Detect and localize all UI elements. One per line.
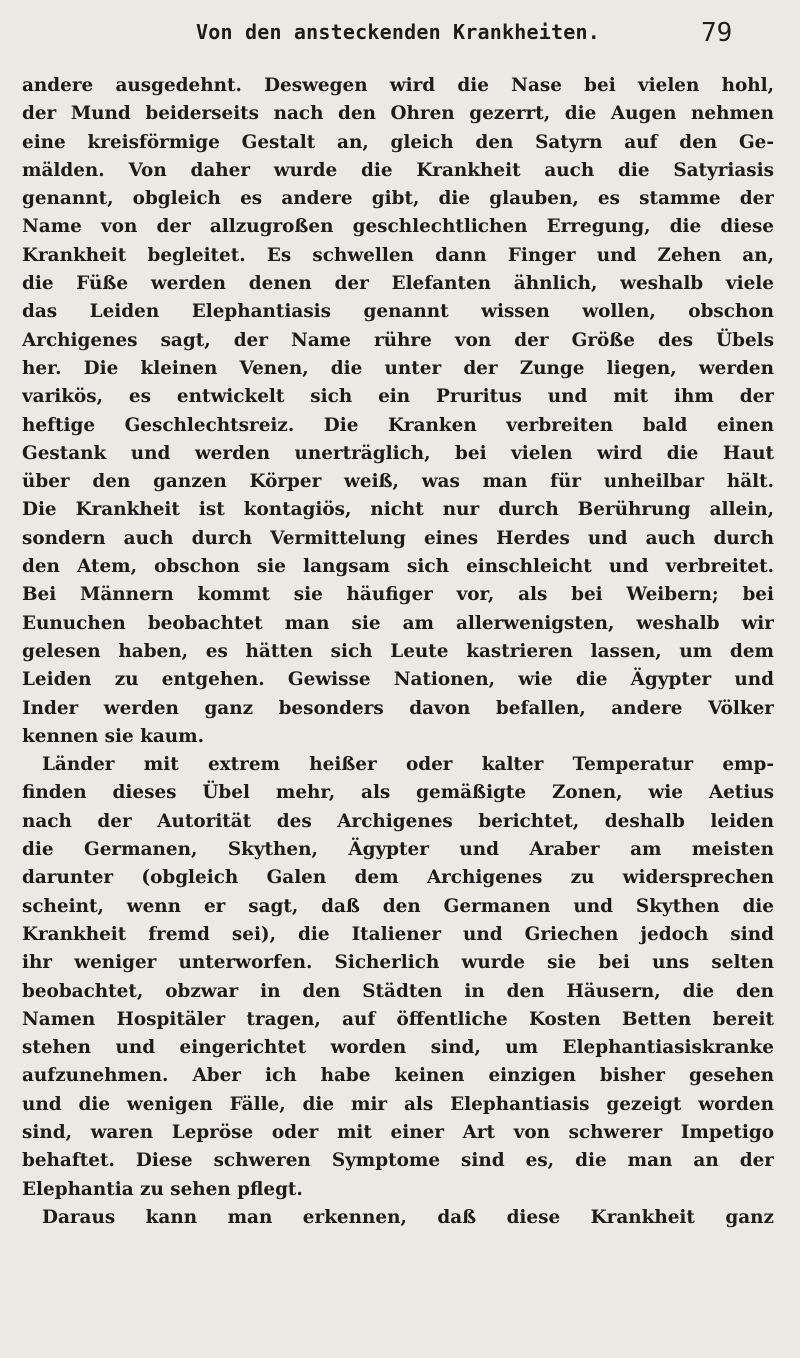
text-line: sondern auch durch Vermittelung eines Herdes und auch durch [22,527,774,549]
text-line: darunter (obgleich Galen dem Archigenes zu widersprechen [22,867,774,889]
text-line: und die wenigen Fälle, die mir als Elephantiasis gezeigt worden [22,1093,774,1115]
text-line: Bei Männern kommt sie häufiger vor, als bei Weibern; bei [22,584,774,606]
text-line: Eunuchen beobachtet man sie am allerwenigsten, weshalb wir [22,612,774,634]
text-line: das Leiden Elephantiasis genannt wissen wollen, obschon [22,301,774,323]
text-line: andere ausgedehnt. Deswegen wird die Nase bei vielen hohl, [22,75,774,96]
text-line: über den ganzen Körper weiß, was man für unheilbar hält. [22,471,774,493]
text-line: ihr weniger unterworfen. Sicherlich wurde sie bei uns selten [22,952,774,974]
text-line: her. Die kleinen Venen, die unter der Zunge liegen, werden [22,357,774,379]
text-line: sind, waren Lepröse oder mit einer Art von schwerer Impetigo [22,1121,774,1143]
text-line: varikös, es entwickelt sich ein Pruritus und mit ihm der [22,386,774,408]
text-line: aufzunehmen. Aber ich habe keinen einzigen bisher gesehen [22,1065,774,1087]
text-line: beobachtet, obzwar in den Städten in den Häusern, die den [22,980,774,1002]
text-line: Inder werden ganz besonders davon befallen, andere Völker [22,697,774,719]
text-line: Daraus kann man erkennen, daß diese Krankheit ganz [42,1206,774,1228]
text-line: nach der Autorität des Archigenes berichtet, deshalb leiden [22,810,774,832]
text-line: Elephantia zu sehen pflegt. [22,1178,303,1200]
text-line: die Germanen, Skythen, Ägypter und Araber am meisten [22,839,774,861]
text-line: den Atem, obschon sie langsam sich einschleicht und verbreitet. [22,556,774,578]
text-line: heftige Geschlechtsreiz. Die Kranken verbreiten bald einen [22,414,774,436]
body-text [22,72,774,1232]
running-head [196,12,736,52]
text-line: Leiden zu entgehen. Gewisse Nationen, wie die Ägypter und [22,669,774,691]
page-number: 79 [701,18,733,48]
text-line: behaftet. Diese schweren Symptome sind es, die man an der [22,1150,774,1172]
text-line: genannt, obgleich es andere gibt, die glauben, es stamme der [22,188,774,210]
text-line: Krankheit begleitet. Es schwellen dann Finger und Zehen an, [22,244,774,266]
text-line: stehen und eingerichtet worden sind, um Elephantiasiskranke [22,1037,774,1059]
text-line: eine kreisförmige Gestalt an, gleich den Satyrn auf den Ge- [22,131,774,153]
text-line: Länder mit extrem heißer oder kalter Temperatur emp- [42,754,774,776]
text-line: der Mund beiderseits nach den Ohren gezerrt, die Augen nehmen [22,103,774,125]
text-line: Die Krankheit ist kontagiös, nicht nur durch Berührung allein, [22,499,774,521]
text-line: Gestank und werden unerträglich, bei vielen wird die Haut [22,442,774,464]
text-line: scheint, wenn er sagt, daß den Germanen und Skythen die [22,895,774,917]
text-line: finden dieses Übel mehr, als gemäßigte Zonen, wie Aetius [22,782,774,804]
text-line: Archigenes sagt, der Name rühre von der Größe des Übels [22,329,774,351]
text-line: die Füße werden denen der Elefanten ähnlich, weshalb viele [22,273,774,295]
text-line: gelesen haben, es hätten sich Leute kastrieren lassen, um dem [22,640,774,662]
text-line: Krankheit fremd sei), die Italiener und Griechen jedoch sind [22,923,774,945]
text-line: Name von der allzugroßen geschlechtlichen Erregung, die diese [22,216,774,238]
running-title: Von den ansteckenden Krankheiten. [196,20,600,44]
text-line: kennen sie kaum. [22,725,204,747]
text-line: mälden. Von daher wurde die Krankheit auch die Satyriasis [22,159,774,181]
text-line: Namen Hospitäler tragen, auf öffentliche Kosten Betten bereit [22,1008,774,1030]
